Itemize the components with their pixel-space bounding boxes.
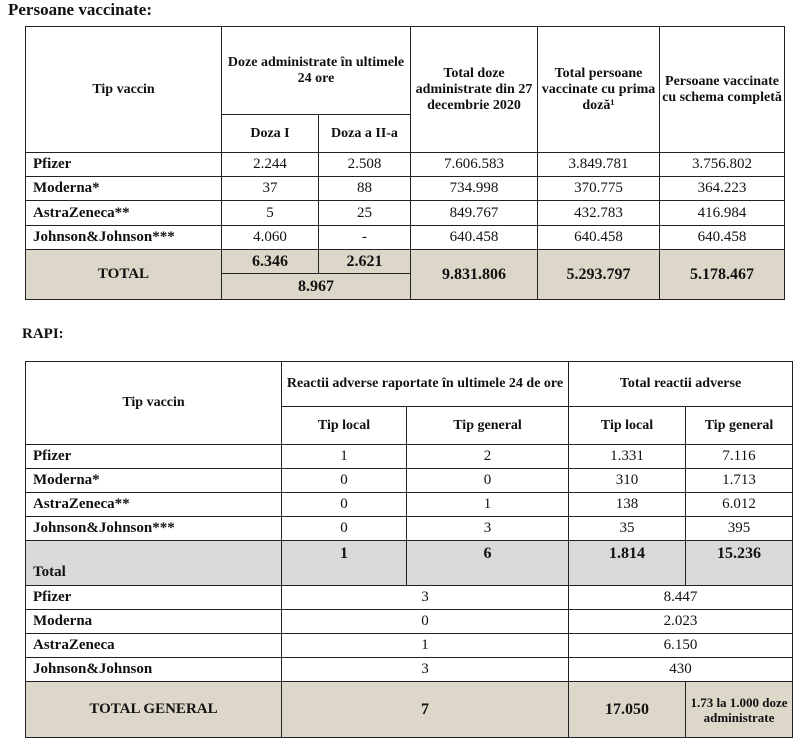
table-row — [26, 610, 793, 634]
header-total-doze: Total doze administrate din 27 decembrie 2020 — [411, 27, 538, 153]
dose2-24h: 25 — [319, 201, 411, 226]
table-row — [26, 634, 793, 658]
general-total: 6.012 — [686, 493, 793, 517]
reactions-total: 430 — [569, 658, 793, 682]
table-row — [26, 586, 793, 610]
dose1-24h: 37 — [222, 177, 319, 201]
total-general-all: 17.050 — [569, 682, 686, 738]
total-dose1: 6.346 — [222, 250, 319, 274]
total-doses: 849.767 — [411, 201, 538, 226]
reactions-24h: 1 — [282, 634, 569, 658]
reactions-24h: 0 — [282, 610, 569, 634]
vaccine-name: Moderna — [26, 610, 282, 634]
total-dose-sum: 8.967 — [222, 274, 411, 300]
total-doses: 734.998 — [411, 177, 538, 201]
table-row — [26, 658, 793, 682]
vaccinated-table — [25, 26, 785, 300]
total-general-label: TOTAL GENERAL — [26, 682, 282, 738]
rapi-total-local-24h: 1 — [282, 541, 407, 586]
rapi-total-general-24h: 6 — [407, 541, 569, 586]
header-total-prima: Total persoane vaccinate cu prima doză¹ — [538, 27, 660, 153]
general-total: 1.713 — [686, 469, 793, 493]
local-total: 1.331 — [569, 445, 686, 469]
dose1-24h: 2.244 — [222, 153, 319, 177]
vaccine-name: Johnson&Johnson*** — [26, 226, 222, 250]
vaccine-name: AstraZeneca** — [26, 201, 222, 226]
total-doses: 640.458 — [411, 226, 538, 250]
rapi-header-total: Total reactii adverse — [569, 362, 793, 407]
total-general-24h: 7 — [282, 682, 569, 738]
total-label: TOTAL — [26, 250, 222, 300]
local-total: 35 — [569, 517, 686, 541]
complete-schema: 3.756.802 — [660, 153, 785, 177]
vaccine-name: Moderna* — [26, 177, 222, 201]
general-total: 395 — [686, 517, 793, 541]
table-row — [26, 469, 793, 493]
total-complete-schema: 5.178.467 — [660, 250, 785, 300]
total-first-dose: 432.783 — [538, 201, 660, 226]
vaccine-name: Pfizer — [26, 153, 222, 177]
reactions-24h: 3 — [282, 658, 569, 682]
local-24h: 0 — [282, 493, 407, 517]
vaccine-name: Johnson&Johnson — [26, 658, 282, 682]
rapi-total-label: Total — [26, 541, 282, 586]
vaccine-name: Moderna* — [26, 469, 282, 493]
dose2-24h: 2.508 — [319, 153, 411, 177]
local-24h: 0 — [282, 517, 407, 541]
vaccine-name: Pfizer — [26, 586, 282, 610]
total-first-dose-all: 5.293.797 — [538, 250, 660, 300]
dose1-24h: 4.060 — [222, 226, 319, 250]
local-total: 138 — [569, 493, 686, 517]
rapi-header-general-24h: Tip general — [407, 407, 569, 445]
local-24h: 0 — [282, 469, 407, 493]
vaccine-name: Johnson&Johnson*** — [26, 517, 282, 541]
complete-schema: 364.223 — [660, 177, 785, 201]
complete-schema: 416.984 — [660, 201, 785, 226]
table-row — [26, 177, 785, 201]
table-row — [26, 226, 785, 250]
general-24h: 0 — [407, 469, 569, 493]
general-24h: 3 — [407, 517, 569, 541]
rapi-heading: RAPI: — [22, 326, 64, 342]
local-24h: 1 — [282, 445, 407, 469]
vaccine-name: AstraZeneca** — [26, 493, 282, 517]
table-row — [26, 201, 785, 226]
general-24h: 2 — [407, 445, 569, 469]
rapi-table — [25, 361, 793, 738]
reactions-total: 6.150 — [569, 634, 793, 658]
rapi-header-24h: Reactii adverse raportate în ultimele 24 de ore — [282, 362, 569, 407]
table-row — [26, 517, 793, 541]
general-total: 7.116 — [686, 445, 793, 469]
total-doses-all: 9.831.806 — [411, 250, 538, 300]
total-dose2: 2.621 — [319, 250, 411, 274]
rapi-total-local: 1.814 — [569, 541, 686, 586]
dose1-24h: 5 — [222, 201, 319, 226]
total-first-dose: 3.849.781 — [538, 153, 660, 177]
header-tip-vaccin: Tip vaccin — [26, 27, 222, 153]
rapi-header-tip-vaccin: Tip vaccin — [26, 362, 282, 445]
table-row — [26, 493, 793, 517]
rapi-header-general-total: Tip general — [686, 407, 793, 445]
table-row — [26, 445, 793, 469]
total-general-row — [26, 682, 793, 738]
total-row — [26, 541, 793, 586]
dose2-24h: 88 — [319, 177, 411, 201]
reactions-total: 2.023 — [569, 610, 793, 634]
local-total: 310 — [569, 469, 686, 493]
rapi-header-local-24h: Tip local — [282, 407, 407, 445]
general-24h: 1 — [407, 493, 569, 517]
table-row — [26, 153, 785, 177]
header-doze-24h: Doze administrate în ultimele 24 ore — [222, 27, 411, 115]
dose2-24h: - — [319, 226, 411, 250]
total-first-dose: 370.775 — [538, 177, 660, 201]
vaccine-name: Pfizer — [26, 445, 282, 469]
total-first-dose: 640.458 — [538, 226, 660, 250]
reactions-24h: 3 — [282, 586, 569, 610]
vaccine-name: AstraZeneca — [26, 634, 282, 658]
header-doza-2: Doza a II-a — [319, 115, 411, 153]
header-doza-1: Doza I — [222, 115, 319, 153]
complete-schema: 640.458 — [660, 226, 785, 250]
rapi-total-general: 15.236 — [686, 541, 793, 586]
reactions-total: 8.447 — [569, 586, 793, 610]
header-schema: Persoane vaccinate cu schema completă — [660, 27, 785, 153]
vaccinated-heading: Persoane vaccinate: — [8, 0, 152, 19]
rapi-header-local-total: Tip local — [569, 407, 686, 445]
total-doses: 7.606.583 — [411, 153, 538, 177]
rate-per-1000-doses: 1.73 la 1.000 doze administrate — [686, 682, 793, 738]
